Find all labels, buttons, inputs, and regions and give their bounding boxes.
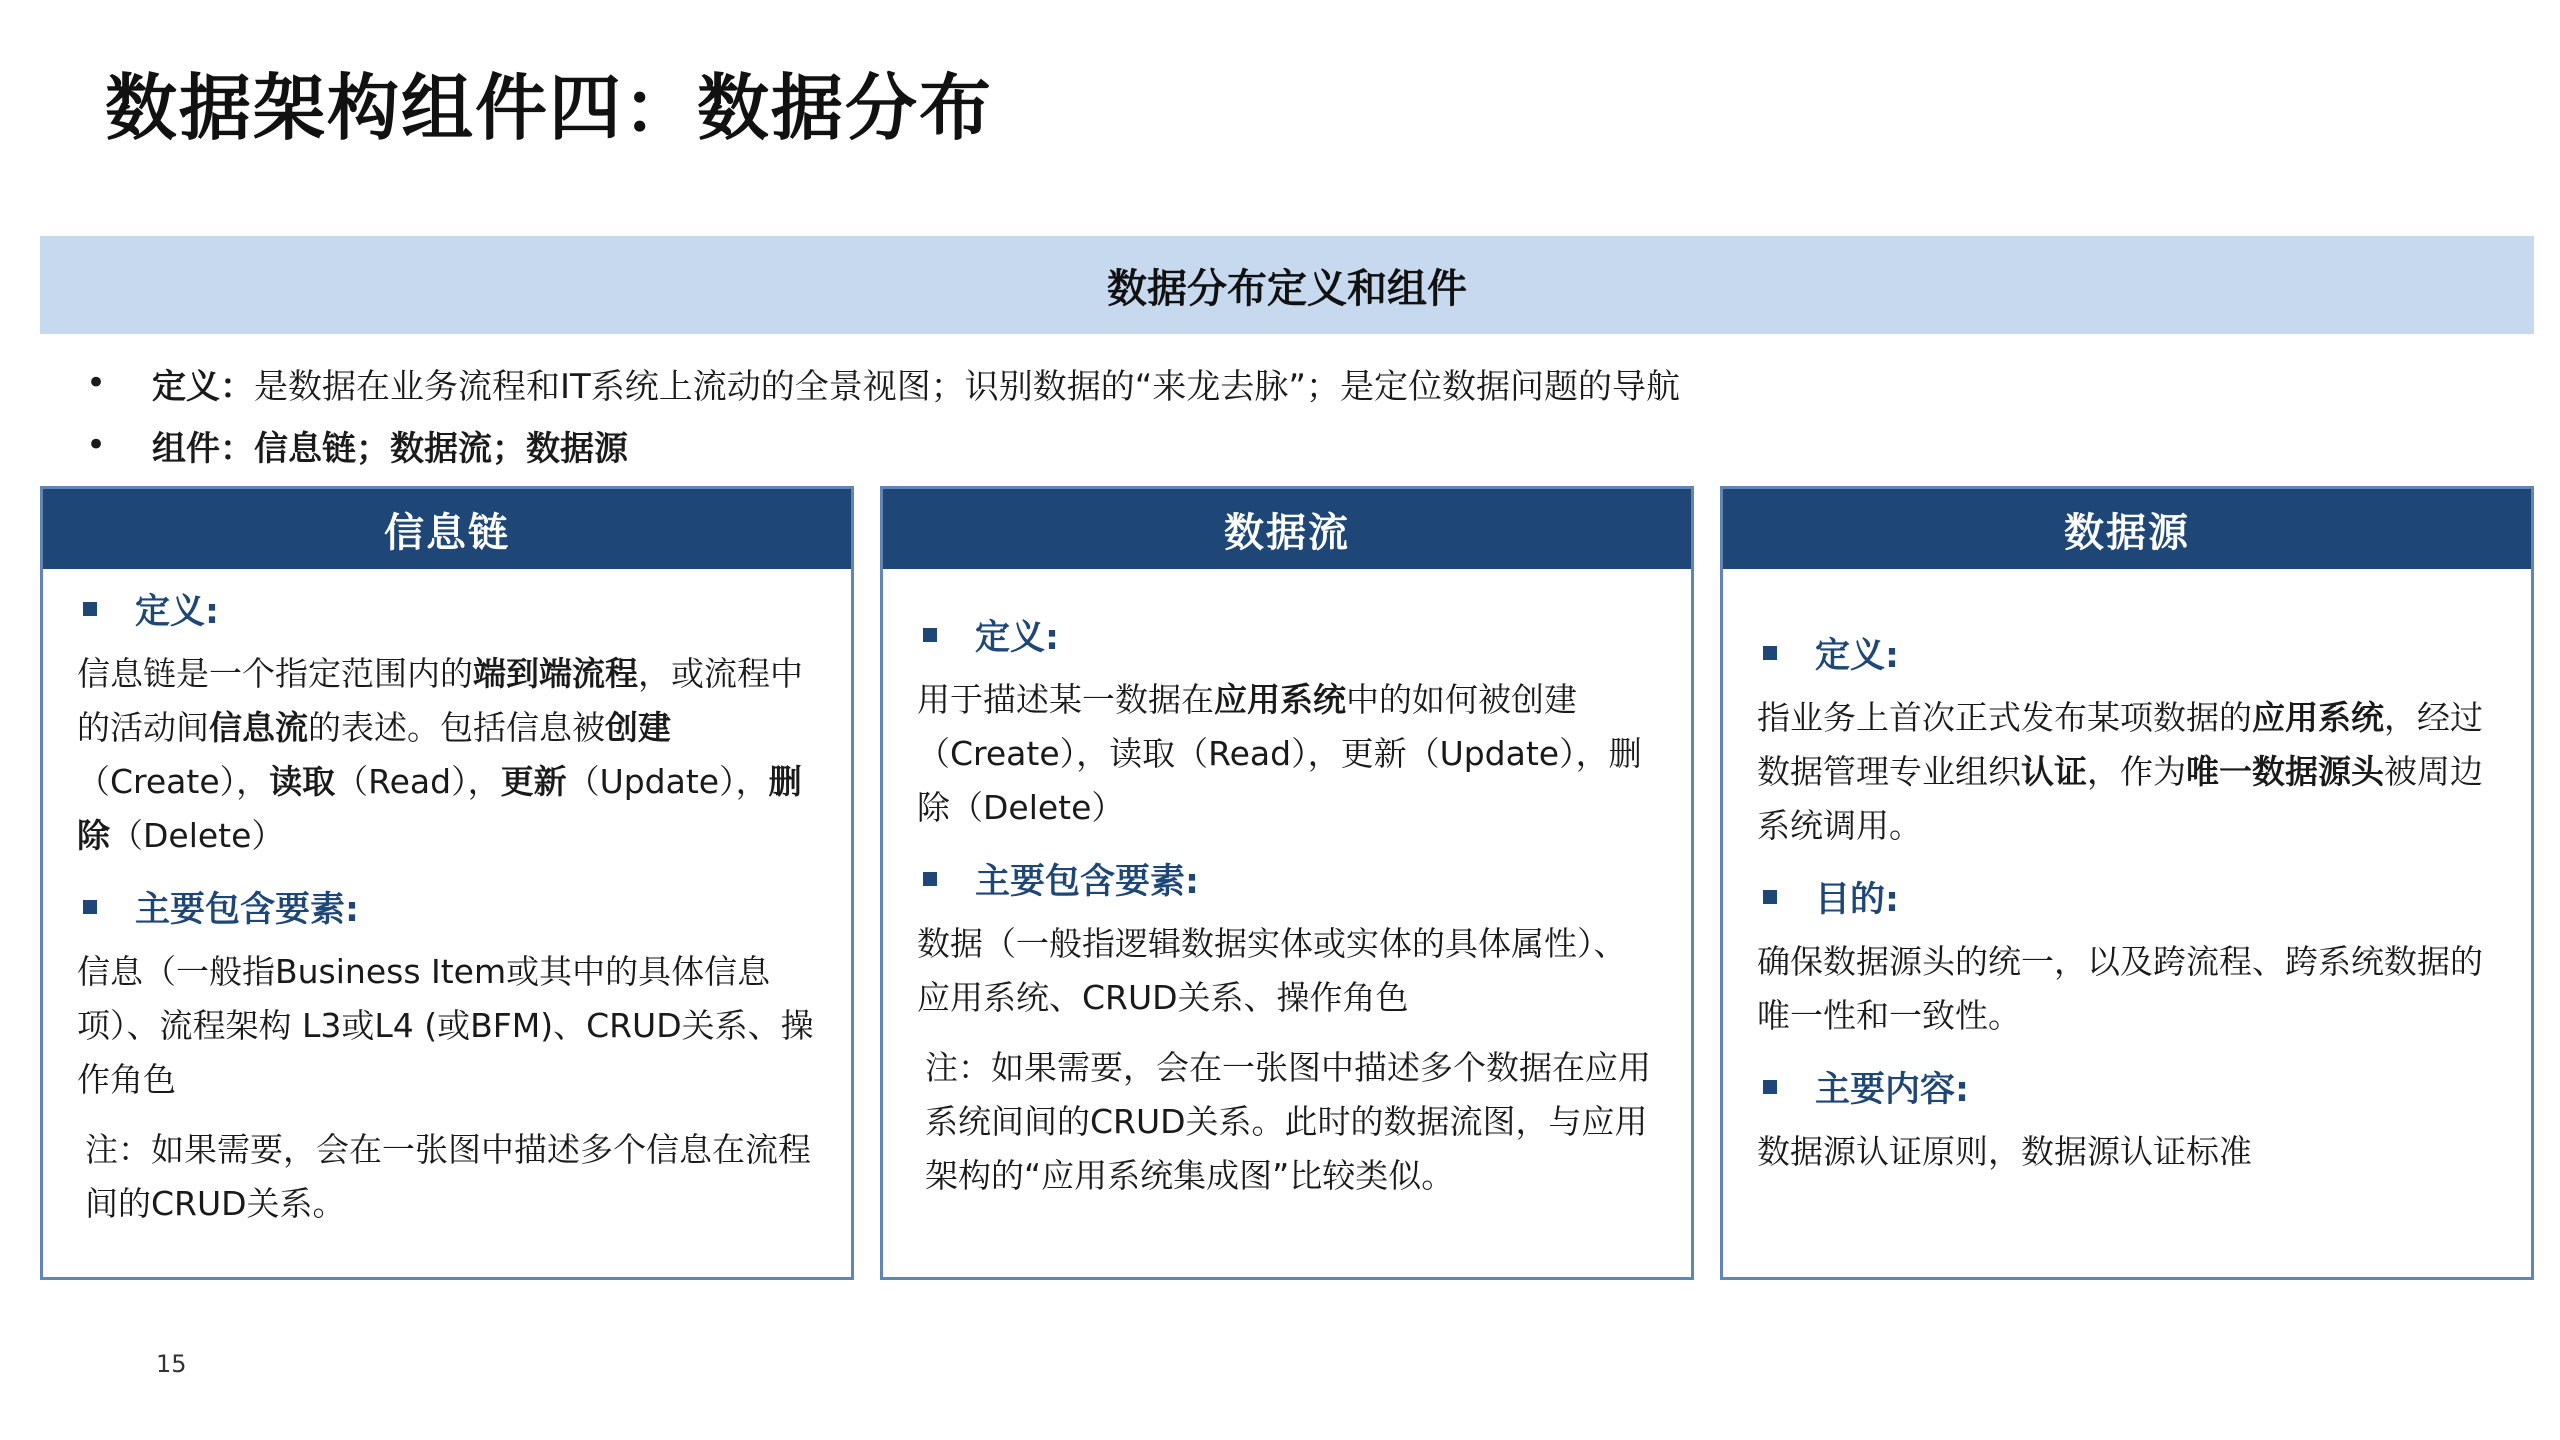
section-heading-definition — [77, 581, 817, 637]
content-text: 数据源认证原则，数据源认证标准 — [1757, 1132, 2252, 1171]
square-bullet-icon — [83, 900, 97, 914]
intro-key: 定义： — [152, 366, 254, 407]
column-body — [883, 569, 1691, 1203]
column-body — [1723, 569, 2531, 1179]
banner-title: 数据分布定义和组件 — [1107, 265, 1467, 312]
section-heading-label: 主要包含要素: — [975, 862, 1199, 902]
section-heading-definition — [917, 607, 1657, 663]
intro-list — [86, 352, 2486, 476]
definition-text: 信息链是一个指定范围内的端到端流程，或流程中的活动间信息流的表述。包括信息被创建（Create），读取（Read），更新（Update），删除（Delete） — [77, 654, 803, 855]
column-info-chain — [40, 486, 854, 1280]
section-heading-elements — [77, 879, 817, 935]
section-heading-content — [1757, 1059, 2497, 1115]
component-columns — [40, 486, 2534, 1280]
page-title: 数据架构组件四：数据分布 — [105, 66, 994, 150]
column-data-source — [1720, 486, 2534, 1280]
square-bullet-icon — [923, 872, 937, 886]
section-heading-definition — [1757, 625, 2497, 681]
square-bullet-icon — [1763, 890, 1777, 904]
column-data-flow — [880, 486, 1694, 1280]
section-heading-label: 主要包含要素: — [135, 890, 359, 930]
intro-text: 是数据在业务流程和IT系统上流动的全景视图；识别数据的“来龙去脉”；是定位数据问题的导航 — [254, 366, 1681, 407]
square-bullet-icon — [923, 628, 937, 642]
column-body — [43, 569, 851, 1231]
bullet-icon: • — [86, 363, 107, 403]
bullet-icon: • — [86, 425, 107, 465]
section-heading-label: 定义: — [1815, 636, 1899, 676]
section-heading-elements — [917, 851, 1657, 907]
intro-item-definition — [86, 352, 2486, 414]
intro-item-components — [86, 414, 2486, 476]
column-header: 数据流 — [883, 489, 1691, 569]
section-heading-label: 定义: — [135, 592, 219, 632]
square-bullet-icon — [1763, 646, 1777, 660]
square-bullet-icon — [1763, 1080, 1777, 1094]
square-bullet-icon — [83, 602, 97, 616]
elements-text: 数据（一般指逻辑数据实体或实体的具体属性）、应用系统、CRUD关系、操作角色 — [917, 924, 1627, 1017]
note-text: 注：如果需要，会在一张图中描述多个数据在应用系统间间的CRUD关系。此时的数据流图，与应用架构的“应用系统集成图”比较类似。 — [925, 1048, 1651, 1195]
section-banner — [40, 236, 2534, 334]
intro-key: 组件：信息链；数据流；数据源 — [152, 428, 628, 469]
column-header: 数据源 — [1723, 489, 2531, 569]
section-heading-label: 目的: — [1815, 880, 1899, 920]
section-heading-purpose — [1757, 869, 2497, 925]
elements-text: 信息（一般指Business Item或其中的具体信息项）、流程架构 L3或L4 (或BFM)、CRUD关系、操作角色 — [77, 952, 814, 1099]
column-header: 信息链 — [43, 489, 851, 569]
purpose-text: 确保数据源头的统一，以及跨流程、跨系统数据的唯一性和一致性。 — [1757, 942, 2483, 1035]
page-number: 15 — [156, 1350, 187, 1378]
section-heading-label: 定义: — [975, 618, 1059, 658]
section-heading-label: 主要内容: — [1815, 1070, 1969, 1110]
note-text: 注：如果需要，会在一张图中描述多个信息在流程间的CRUD关系。 — [85, 1130, 811, 1223]
definition-text: 用于描述某一数据在应用系统中的如何被创建（Create），读取（Read），更新（Update），删除（Delete） — [917, 680, 1642, 827]
definition-text: 指业务上首次正式发布某项数据的应用系统，经过数据管理专业组织认证，作为唯一数据源头被周边系统调用。 — [1757, 698, 2483, 845]
